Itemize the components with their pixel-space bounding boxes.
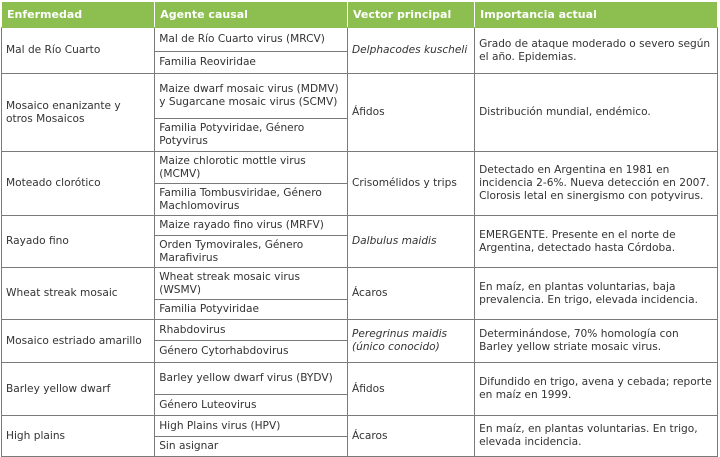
importance-cell: Distribución mundial, endémico.: [475, 74, 718, 152]
agent-cell: High Plains virus (HPV): [155, 416, 348, 437]
vector-cell: Delphacodes kuscheli: [348, 28, 475, 74]
agent-cell: Maize dwarf mosaic virus (MDMV) y Sugarcane mosaic virus (SCMV): [155, 74, 348, 119]
table-row: [2, 152, 718, 184]
disease-cell: Barley yellow dwarf: [2, 363, 155, 416]
agent-cell: Maize chlorotic mottle virus (MCMV): [155, 152, 348, 184]
header-agent: Agente causal: [155, 2, 348, 28]
family-cell: Familia Potyviridae, Género Potyvirus: [155, 119, 348, 152]
table-row: [2, 363, 718, 395]
vector-cell: Áfidos: [348, 74, 475, 152]
disease-cell: High plains: [2, 416, 155, 457]
family-cell: Sin asignar: [155, 437, 348, 457]
importance-cell: Determinándose, 70% homología con Barley yellow striate mosaic virus.: [475, 320, 718, 363]
agent-cell: Wheat streak mosaic virus (WSMV): [155, 268, 348, 300]
family-cell: Orden Tymovirales, Género Marafivirus: [155, 236, 348, 268]
agent-cell: Barley yellow dwarf virus (BYDV): [155, 363, 348, 395]
family-cell: Familia Potyviridae: [155, 300, 348, 320]
agent-cell: Maize rayado fino virus (MRFV): [155, 216, 348, 236]
importance-cell: En maíz, en plantas voluntarias. En trigo, elevada incidencia.: [475, 416, 718, 457]
table-row: [2, 268, 718, 300]
disease-cell: Moteado clorótico: [2, 152, 155, 216]
importance-cell: En maíz, en plantas voluntarias, baja prevalencia. En trigo, elevada incidencia.: [475, 268, 718, 320]
header-importance: Importancia actual: [475, 2, 718, 28]
importance-cell: EMERGENTE. Presente en el norte de Argentina, detectado hasta Córdoba.: [475, 216, 718, 268]
header-vector: Vector principal: [348, 2, 475, 28]
importance-cell: Grado de ataque moderado o severo según el año. Epidemias.: [475, 28, 718, 74]
family-cell: Género Cytorhabdovirus: [155, 341, 348, 363]
table-row: [2, 28, 718, 52]
agent-cell: Rhabdovirus: [155, 320, 348, 341]
family-cell: Familia Reoviridae: [155, 52, 348, 74]
vector-cell: Crisomélidos y trips: [348, 152, 475, 216]
family-cell: Género Luteovirus: [155, 395, 348, 416]
agent-cell: Mal de Río Cuarto virus (MRCV): [155, 28, 348, 52]
disease-cell: Wheat streak mosaic: [2, 268, 155, 320]
vector-cell: Ácaros: [348, 416, 475, 457]
table-row: [2, 320, 718, 341]
vector-cell: Áfidos: [348, 363, 475, 416]
vector-cell: Ácaros: [348, 268, 475, 320]
family-cell: Familia Tombusviridae, Género Machlomovirus: [155, 184, 348, 216]
header-disease: Enfermedad: [2, 2, 155, 28]
table-row: [2, 74, 718, 119]
disease-cell: Mosaico estriado amarillo: [2, 320, 155, 363]
table-row: [2, 216, 718, 236]
vector-cell: Dalbulus maidis: [348, 216, 475, 268]
virus-disease-table: [1, 1, 718, 457]
disease-cell: Mosaico enanizante y otros Mosaicos: [2, 74, 155, 152]
importance-cell: Detectado en Argentina en 1981 en incidencia 2-6%. Nueva detección en 2007. Clorosis letal en sinergismo con potyvirus.: [475, 152, 718, 216]
disease-cell: Rayado fino: [2, 216, 155, 268]
header-row: [2, 2, 718, 28]
importance-cell: Difundido en trigo, avena y cebada; reporte en maíz en 1999.: [475, 363, 718, 416]
disease-cell: Mal de Río Cuarto: [2, 28, 155, 74]
vector-cell: Peregrinus maidis (único conocido): [348, 320, 475, 363]
table-row: [2, 416, 718, 437]
